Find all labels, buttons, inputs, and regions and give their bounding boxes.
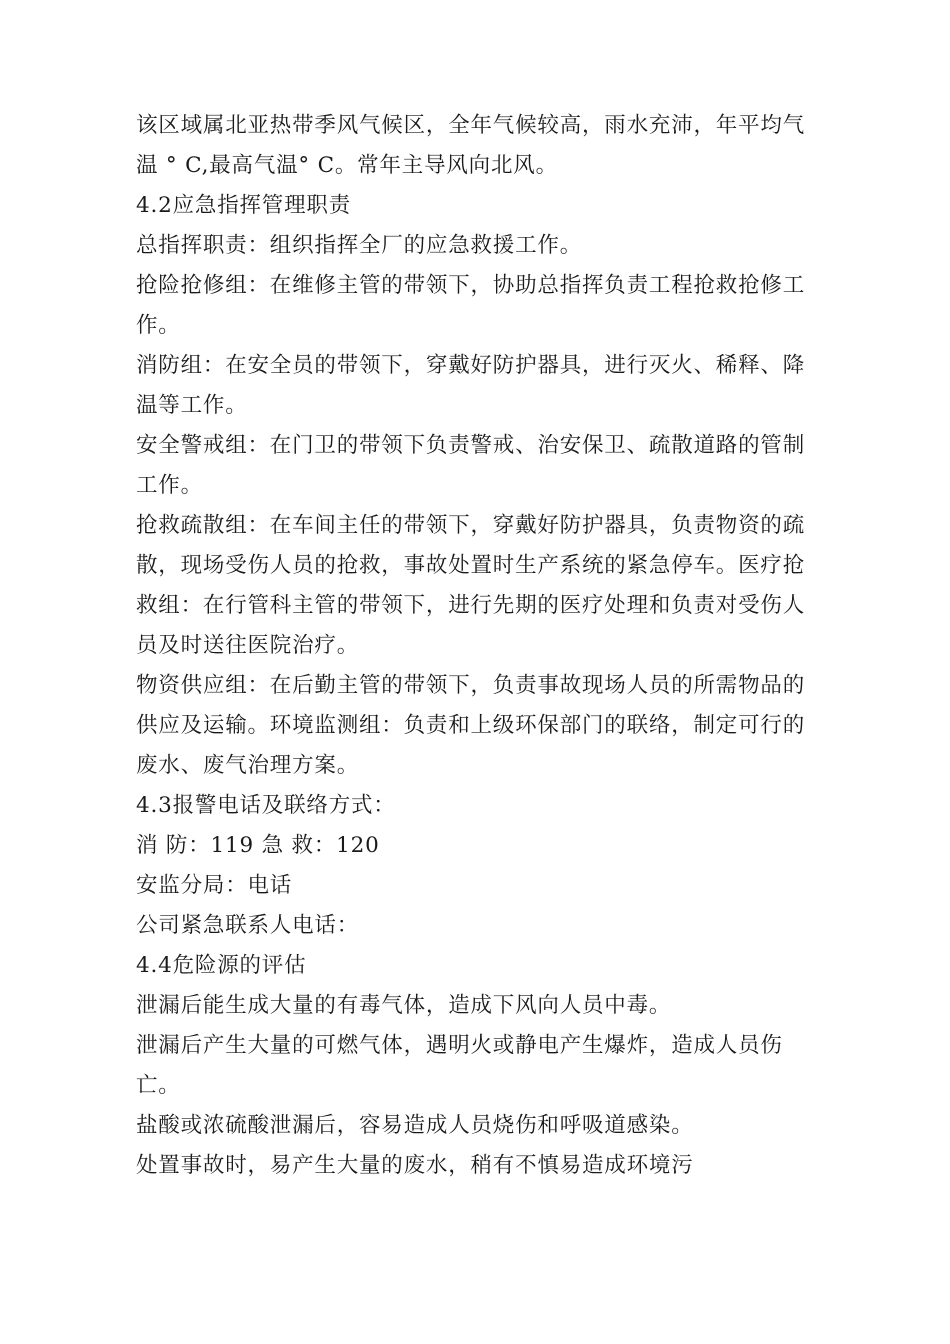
paragraph-line: 散，现场受伤人员的抢救，事故处置时生产系统的紧急停车。医疗抢 xyxy=(136,553,806,578)
paragraph-line: 抢救疏散组：在车间主任的带领下，穿戴好防护器具，负责物资的疏 xyxy=(136,513,806,538)
section-heading: 4.3报警电话及联络方式： xyxy=(136,793,396,818)
paragraph-line: 亡。 xyxy=(136,1073,181,1098)
paragraph-line: 公司紧急联系人电话： xyxy=(136,913,360,938)
paragraph-line: 救组：在行管科主管的带领下，进行先期的医疗处理和负责对受伤人 xyxy=(136,593,806,618)
paragraph-line: 物资供应组：在后勤主管的带领下，负责事故现场人员的所需物品的 xyxy=(136,673,806,698)
paragraph-line: 员及时送往医院治疗。 xyxy=(136,633,360,658)
paragraph-line: 安监分局：电话 xyxy=(136,873,293,898)
paragraph-line: 消防组：在安全员的带领下，穿戴好防护器具，进行灭火、稀释、降 xyxy=(136,353,806,378)
paragraph-line: 安全警戒组：在门卫的带领下负责警戒、治安保卫、疏散道路的管制 xyxy=(136,433,806,458)
paragraph-line: 泄漏后能生成大量的有毒气体，造成下风向人员中毒。 xyxy=(136,993,672,1018)
paragraph-line: 作。 xyxy=(136,313,181,338)
paragraph-line: 抢险抢修组：在维修主管的带领下，协助总指挥负责工程抢救抢修工 xyxy=(136,273,806,298)
document-body xyxy=(136,106,826,1186)
paragraph-line: 总指挥职责：组织指挥全厂的应急救援工作。 xyxy=(136,233,583,258)
section-heading: 4.2应急指挥管理职责 xyxy=(136,193,351,218)
paragraph-line: 温 ° C,最高气温° C。常年主导风向北风。 xyxy=(136,153,558,178)
paragraph-line: 泄漏后产生大量的可燃气体，遇明火或静电产生爆炸，造成人员伤 xyxy=(136,1033,783,1058)
paragraph-line: 废水、废气治理方案。 xyxy=(136,753,360,778)
paragraph-line: 供应及运输。环境监测组：负责和上级环保部门的联络，制定可行的 xyxy=(136,713,806,738)
phone-numbers-line: 消 防：119 急 救：120 xyxy=(136,833,380,858)
paragraph-line: 工作。 xyxy=(136,473,203,498)
section-heading: 4.4危险源的评估 xyxy=(136,953,307,978)
paragraph-line: 处置事故时，易产生大量的废水，稍有不慎易造成环境污 xyxy=(136,1153,694,1178)
paragraph-line: 该区域属北亚热带季风气候区，全年气候较高，雨水充沛，年平均气 xyxy=(136,113,806,138)
paragraph-line: 温等工作。 xyxy=(136,393,248,418)
paragraph-line: 盐酸或浓硫酸泄漏后，容易造成人员烧伤和呼吸道感染。 xyxy=(136,1113,694,1138)
